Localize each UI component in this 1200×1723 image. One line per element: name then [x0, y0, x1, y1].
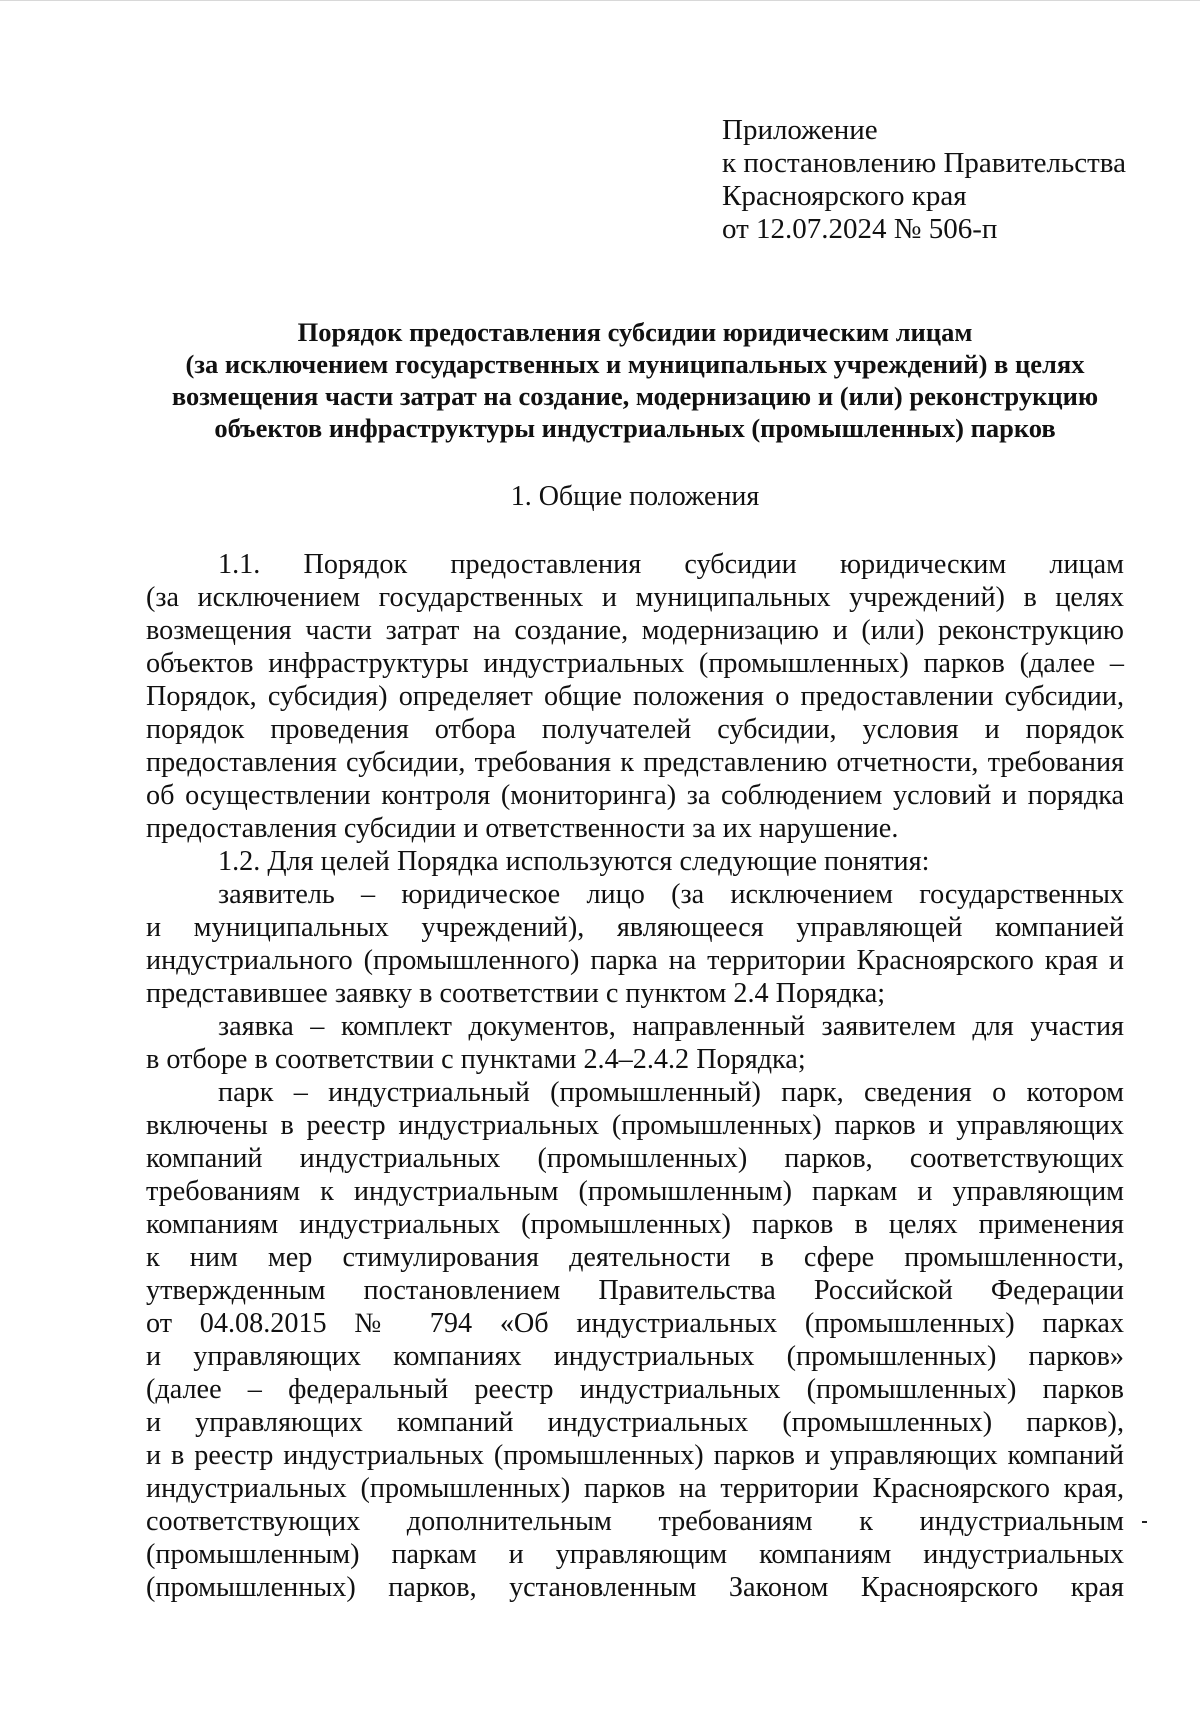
body-line: соответствующих дополнительным требованиям к индустриальным — [146, 1506, 1124, 1537]
body-line: 1.1. Порядок предоставления субсидии юридическим лицам — [218, 549, 1124, 580]
appendix-line: к постановлению Правительства — [722, 147, 1126, 179]
body-line: включены в реестр индустриальных (промышленных) парков и управляющих — [146, 1110, 1124, 1141]
body-line: возмещения части затрат на создание, модернизацию и (или) реконструкцию — [146, 615, 1124, 646]
title-line: возмещения части затрат на создание, модернизацию и (или) реконструкцию — [171, 381, 1099, 411]
body-line: Порядок, субсидия) определяет общие положения о предоставлении субсидии, — [146, 681, 1124, 712]
body-line: требованиям к индустриальным (промышленным) паркам и управляющим — [146, 1176, 1124, 1207]
body-line: в отборе в соответствии с пунктами 2.4–2.4.2 Порядка; — [146, 1044, 806, 1075]
title-line: (за исключением государственных и муниципальных учреждений) в целях — [185, 349, 1085, 379]
title-line: объектов инфраструктуры индустриальных (промышленных) парков — [214, 413, 1056, 443]
body-line: 1.2. Для целей Порядка используются следующие понятия: — [218, 846, 930, 877]
appendix-block — [722, 114, 1126, 246]
body-line: индустриальных (промышленных) парков на территории Красноярского края, — [146, 1473, 1124, 1504]
body-line: (промышленным) паркам и управляющим компаниям индустриальных — [146, 1539, 1124, 1570]
body-line: от 04.08.2015 № 794 «Об индустриальных (промышленных) парках — [146, 1308, 1124, 1339]
body-line: порядок проведения отбора получателей субсидии, условия и порядок — [146, 714, 1124, 745]
title-line: Порядок предоставления субсидии юридическим лицам — [297, 317, 973, 347]
body-line: индустриального (промышленного) парка на территории Красноярского края и — [146, 945, 1124, 976]
body-line: и управляющих компаниях индустриальных (промышленных) парков» — [146, 1341, 1124, 1372]
body-line: об осуществлении контроля (мониторинга) за соблюдением условий и порядка — [146, 780, 1124, 811]
section-heading: 1. Общие положения — [510, 481, 760, 512]
appendix-line: Красноярского края — [722, 180, 967, 212]
appendix-line: от 12.07.2024 № 506-п — [722, 213, 998, 245]
body-line: и управляющих компаний индустриальных (промышленных) парков), — [146, 1407, 1124, 1438]
body-line: предоставления субсидии и ответственности за их нарушение. — [146, 813, 899, 844]
page-edge — [0, 0, 1200, 1]
body-line: утвержденным постановлением Правительства Российской Федерации — [146, 1275, 1124, 1306]
body-line: (промышленных) парков, установленным Законом Красноярского края — [146, 1572, 1124, 1603]
body-line: объектов инфраструктуры индустриальных (промышленных) парков (далее – — [146, 648, 1124, 679]
body-line: и муниципальных учреждений), являющееся управляющей компанией — [146, 912, 1124, 943]
body-line: (далее – федеральный реестр индустриальных (промышленных) парков — [146, 1374, 1124, 1405]
body-line: (за исключением государственных и муниципальных учреждений) в целях — [146, 582, 1124, 613]
body-line: представившее заявку в соответствии с пунктом 2.4 Порядка; — [146, 978, 886, 1009]
body-line: парк – индустриальный (промышленный) парк, сведения о котором — [218, 1077, 1124, 1108]
body-line: компаний индустриальных (промышленных) парков, соответствующих — [146, 1143, 1124, 1174]
document-title — [146, 316, 1124, 444]
body-text — [146, 548, 1124, 1604]
body-line: и в реестр индустриальных (промышленных) парков и управляющих компаний — [146, 1440, 1124, 1471]
appendix-line: Приложение — [722, 114, 878, 146]
body-line: к ним мер стимулирования деятельности в сфере промышленности, — [146, 1242, 1124, 1273]
margin-mark — [1142, 1521, 1147, 1523]
body-line: компаниям индустриальных (промышленных) парков в целях применения — [146, 1209, 1124, 1240]
body-line: предоставления субсидии, требования к представлению отчетности, требования — [146, 747, 1124, 778]
body-line: заявитель – юридическое лицо (за исключением государственных — [218, 879, 1124, 910]
body-line: заявка – комплект документов, направленный заявителем для участия — [218, 1011, 1124, 1042]
